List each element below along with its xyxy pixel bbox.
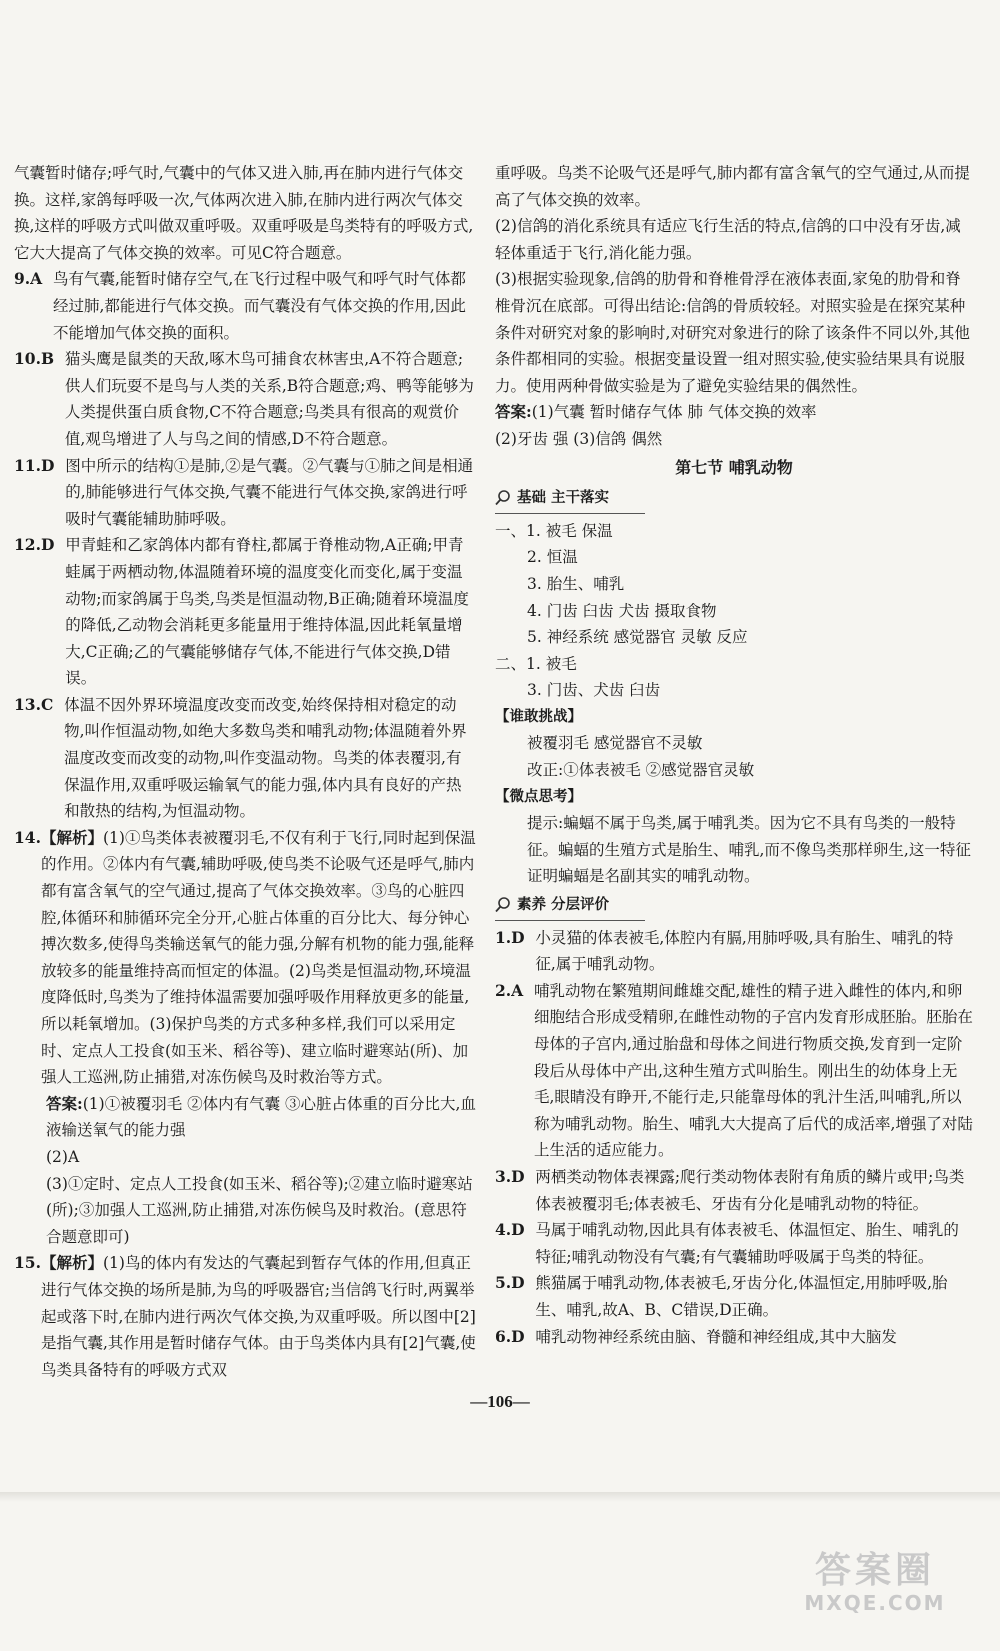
answer-14-line-2: (2)A — [46, 1147, 80, 1166]
page-number: —106— — [470, 1392, 530, 1411]
analysis-text: (1)鸟的体内有发达的气囊起到暂存气体的作用,但真正进行气体交换的场所是肺,为鸟的呼吸器官;当信鸽飞行时,两翼举起或落下时,在肺内进行两次气体交换,为双重呼吸。所以图中[2]是指气囊,其作用是暂时储存气体。由于鸟类体内具有[2]气囊,使鸟类具备特有的呼吸方式双 — [40, 1254, 476, 1379]
think-text: 提示:蝙蝠不属于鸟类,属于哺乳类。因为它不具有鸟类的一般特征。蝙蝠的生殖方式是胎生、哺乳,而不像鸟类那样卵生,这一特征证明蝙蝠是名副其实的哺乳动物。 — [527, 814, 971, 886]
answer-paragraph-2: (2)信鸽的消化系统具有适应飞行生活的特点,信鸽的口中没有牙齿,减轻体重适于飞行,消化能力强。 — [495, 217, 961, 262]
answer-text: (1)①被覆羽毛 ②体内有气囊 ③心脏占体重的百分比大,血液输送氧气的能力强 — [46, 1094, 476, 1140]
item-text: 甲青蛙和乙家鸽体内都有脊柱,都属于脊椎动物,A正确;甲青蛙属于两栖动物,体温随着环境的温度变化而变化,属于变温动物;而家鸽属于鸟类,鸟类是恒温动物,B正确;随着环境温度的降低,乙动物会消耗更多能量用于维持体温,因此耗氧量增大,C正确;乙的气囊能够储存气体,不能进行气体交换,D错误。 — [65, 536, 469, 688]
answer-line-2: (2)牙齿 强 (3)信鸽 偶然 — [495, 429, 663, 448]
list-item: 一、1. 被毛 保温 — [495, 521, 613, 540]
think-heading: 【微点思考】 — [495, 788, 582, 805]
answer-item-2 — [495, 978, 973, 1164]
item-number: 14. — [14, 827, 41, 847]
item-number: 3.D — [495, 1166, 536, 1186]
item-number: 1.D — [495, 927, 536, 947]
challenge-line-1: 被覆羽毛 感觉器官不灵敏 — [527, 734, 703, 753]
magnifier-icon — [495, 490, 513, 506]
answer-item-6 — [495, 1324, 973, 1351]
item-number: 6.D — [495, 1326, 536, 1346]
answer-item-1 — [495, 925, 973, 978]
item-text: 鸟有气囊,能暂时储存空气,在飞行过程中吸气和呼气时气体都经过肺,都能进行气体交换。而气囊没有气体交换的作用,因此不能增加气体交换的面积。 — [53, 270, 466, 342]
analysis-label: 【解析】 — [40, 1253, 103, 1273]
basic-answer-list — [495, 518, 973, 704]
section-title: 第七节 哺乳动物 — [675, 457, 793, 477]
list-item: 3. 胎生、哺乳 — [527, 574, 625, 593]
analysis-text: (1)①鸟类体表被覆羽毛,不仅有利于飞行,同时起到保温的作用。②体内有气囊,辅助呼吸,使鸟类不论吸气还是呼气,肺内都有富含氧气的空气通过,提高了气体交换效率。③鸟的心脏四腔,体循环和肺循环完全分开,心脏占体重的百分比大、每分钟心搏次数多,使得鸟类输送氧气的能力强,分解有机物的能力强,能释放较多的能量维持高而恒定的体温。(2)鸟类是恒温动物,环境温度降低时,鸟类为了维持体温需要加强呼吸作用释放更多的能量,所以耗氧增加。(3)保护鸟类的方式多种多样,我们可以采用定时、定点人工投食(如玉米、稻谷等)、建立临时避寒站(所)、加强人工巡洲,防止捕猎,对冻伤候鸟及时救治等方式。 — [40, 828, 476, 1087]
watermark-logo — [790, 1551, 960, 1631]
list-item: 二、1. 被毛 — [495, 654, 577, 673]
section-tag-evaluation — [495, 892, 645, 921]
list-item: 3. 门齿、犬齿 臼齿 — [527, 681, 661, 700]
scan-edge-shadow — [0, 1492, 1000, 1502]
item-text: 熊猫属于哺乳动物,体表被毛,牙齿分化,体温恒定,用肺呼吸,胎生、哺乳,故A、B、C错误,D正确。 — [535, 1274, 948, 1319]
answer-14-line-3: (3)①定时、定点人工投食(如玉米、稻谷等);②建立临时避寒站(所);③加强人工巡洲,防止捕猎,对冻伤候鸟及时救治。(意思符合题意即可) — [46, 1174, 473, 1246]
item-number: 4.D — [495, 1220, 536, 1240]
item-text: 哺乳动物在繁殖期间雌雄交配,雄性的精子进入雌性的体内,和卵细胞结合形成受精卵,在雌性动物的子宫内发育形成胚胎。胚胎在母体的子宫内,通过胎盘和母体之间进行物质交换,发育到一定阶段后从母体中产出,这种生殖方式叫胎生。刚出生的幼体身上无毛,眼睛没有睁开,不能行走,只能靠母体的乳汁生活,叫哺乳,所以称为哺乳动物。胎生、哺乳大大提高了后代的成活率,增强了对陆上生活的适应能力。 — [534, 981, 973, 1160]
section-tag-basic — [495, 485, 645, 514]
item-text: 图中所示的结构①是肺,②是气囊。②气囊与①肺之间是相通的,肺能够进行气体交换,气囊不能进行气体交换,家鸽进行呼吸时气囊能辅助肺呼吸。 — [65, 456, 474, 528]
item-text — [41, 825, 476, 1091]
item-number: 13.C — [14, 694, 65, 714]
answer-item-9 — [14, 266, 476, 346]
analysis-label: 【解析】 — [40, 827, 103, 847]
list-item: 2. 恒温 — [527, 548, 578, 567]
tag-label: 素养 分层评价 — [517, 897, 610, 914]
tag-label: 基础 主干落实 — [517, 490, 610, 507]
item-text — [41, 1250, 476, 1383]
answer-item-11 — [14, 453, 476, 533]
item-text: 猫头鹰是鼠类的天敌,啄木鸟可捕食农林害虫,A不符合题意;供人们玩耍不是鸟与人类的关系,B符合题意;鸡、鸭等能够为人类提供蛋白质食物,C不符合题意;鸟类具有很高的观赏价值,观鸟增进了人与鸟之间的情感,D不符合题意。 — [64, 350, 474, 448]
answer-label: 答案: — [495, 402, 532, 422]
answer-item-12 — [14, 532, 476, 692]
challenge-heading: 【谁敢挑战】 — [495, 708, 582, 725]
left-column — [14, 160, 476, 1383]
answer-item-15 — [14, 1250, 476, 1383]
item-text: 体温不因外界环境温度改变而改变,始终保持相对稳定的动物,叫作恒温动物,如绝大多数鸟类和哺乳动物;体温随着外界温度改变而改变的动物,叫作变温动物。鸟类的体表覆羽,有保温作用,双重呼吸运输氧气的能力强,体内具有良好的产热和散热的结构,为恒温动物。 — [64, 695, 467, 821]
answer-item-3 — [495, 1164, 973, 1217]
item-number: 9.A — [14, 269, 53, 289]
answer-line-1 — [495, 399, 973, 426]
challenge-line-2: 改正:①体表被毛 ②感觉器官灵敏 — [527, 761, 755, 780]
answer-continuation: 重呼吸。鸟类不论吸气还是呼气,肺内都有富含氧气的空气通过,从而提高了气体交换的效率。 — [495, 164, 970, 209]
answer-continuation: 气囊暂时储存;呼气时,气囊中的气体又进入肺,再在肺内进行气体交换。这样,家鸽每呼吸一次,气体两次进入肺,在肺内进行两次气体交换,这样的呼吸方式叫做双重呼吸。双重呼吸是鸟类特有的呼吸方式,它大大提高了气体交换的效率。可见C符合题意。 — [14, 164, 474, 262]
watermark-url: MXQE.COM — [804, 1591, 946, 1615]
magnifier-icon — [495, 897, 513, 913]
item-number: 5.D — [495, 1273, 536, 1293]
answer-item-14 — [14, 825, 476, 1091]
item-text: 两栖类动物体表裸露;爬行类动物体表附有角质的鳞片或甲;鸟类体表被覆羽毛;体表被毛、牙齿有分化是哺乳动物的特征。 — [535, 1167, 965, 1213]
item-number: 10.B — [14, 349, 65, 369]
answer-item-4 — [495, 1217, 973, 1270]
list-item: 4. 门齿 臼齿 犬齿 摄取食物 — [527, 601, 717, 620]
answer-label: 答案: — [46, 1093, 83, 1113]
item-number: 2.A — [495, 980, 534, 1000]
answer-text: (1)气囊 暂时储存气体 肺 气体交换的效率 — [531, 403, 817, 422]
right-column — [495, 160, 973, 1350]
item-number: 15. — [14, 1253, 41, 1273]
item-number: 12.D — [14, 535, 66, 555]
item-number: 11.D — [14, 455, 66, 475]
item-text: 马属于哺乳动物,因此具有体表被毛、体温恒定、胎生、哺乳的特征;哺乳动物没有气囊;有气囊辅助呼吸属于鸟类的特征。 — [535, 1221, 959, 1266]
item-text: 哺乳动物神经系统由脑、脊髓和神经组成,其中大脑发 — [535, 1327, 897, 1346]
item-text: 小灵猫的体表被毛,体腔内有膈,用肺呼吸,具有胎生、哺乳的特征,属于哺乳动物。 — [535, 928, 954, 974]
answer-paragraph-3: (3)根据实验现象,信鸽的肋骨和脊椎骨浮在液体表面,家兔的肋骨和脊椎骨沉在底部。可得出结论:信鸽的骨质较轻。对照实验是在探究某种条件对研究对象的影响时,对研究对象进行的除了该条件不同以外,其他条件都相同的实验。根据变量设置一组对照实验,使实验结果具有说服力。使用两种骨做实验是为了避免实验结果的偶然性。 — [495, 270, 970, 395]
answer-item-10 — [14, 346, 476, 452]
answer-14-line-1 — [14, 1091, 476, 1144]
answer-item-5 — [495, 1270, 973, 1323]
answer-item-13 — [14, 692, 476, 825]
watermark-text: 答案圈 — [814, 1550, 935, 1591]
list-item: 5. 神经系统 感觉器官 灵敏 反应 — [527, 628, 748, 647]
